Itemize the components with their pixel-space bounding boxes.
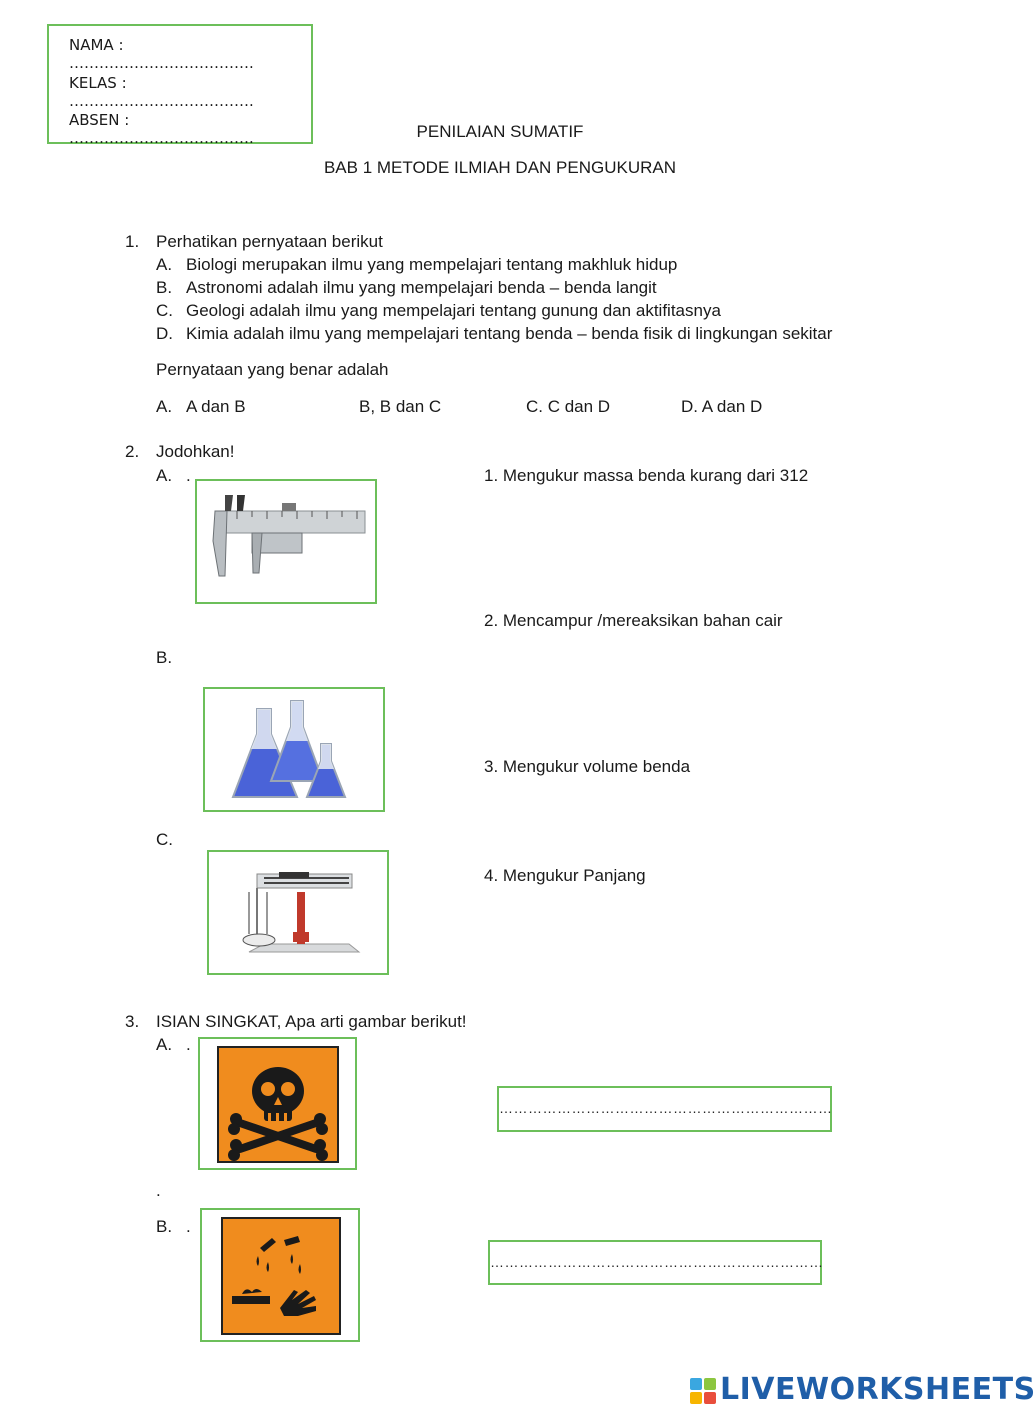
q1-statement-d: Kimia adalah ilmu yang mempelajari tentang benda – benda fisik di lingkungan sekitar [186,324,833,343]
q1-statement-letter-b: B. [156,278,173,297]
flask-icon [205,689,383,810]
nama-field[interactable]: NAMA : ………………………………. [69,36,254,72]
kelas-field[interactable]: KELAS : ………………………………. [69,74,254,110]
q1-question: Pernyataan yang benar adalah [156,360,389,379]
q2-item-a-letter: A. [156,466,173,485]
q2-item-b-letter: B. [156,648,173,667]
q3-answer-a-field[interactable]: …………………………………………………………… [497,1086,832,1132]
q3-item-a-dot: . [186,1035,191,1054]
caliper-icon [197,481,375,602]
page-subtitle: BAB 1 METODE ILMIAH DAN PENGUKURAN [323,158,677,177]
q2-prompt: Jodohkan! [156,442,235,461]
corrosive-hazard-image[interactable] [200,1208,360,1342]
q1-statement-letter-d: D. [156,324,173,343]
q2-match-2[interactable]: 2. Mencampur /mereaksikan bahan cair [484,611,783,630]
corrosive-icon [202,1210,358,1340]
q3-item-a-letter: A. [156,1035,173,1054]
q3-prompt: ISIAN SINGKAT, Apa arti gambar berikut! [156,1012,467,1031]
q1-option-a-letter[interactable]: A. [156,397,173,416]
q1-statement-letter-a: A. [156,255,173,274]
q1-statement-letter-c: C. [156,301,173,320]
q2-match-4[interactable]: 4. Mengukur Panjang [484,866,646,885]
q3-item-b-letter: B. [156,1217,173,1236]
q1-option-d[interactable]: D. A dan D [681,397,763,416]
q1-number: 1. [125,232,140,251]
flask-image[interactable] [203,687,385,812]
q1-statement-c: Geologi adalah ilmu yang mempelajari tentang gunung dan aktifitasnya [186,301,721,320]
q3-separator-dot: . [156,1181,161,1200]
toxic-hazard-image[interactable] [198,1037,357,1170]
q1-option-b[interactable]: B, B dan C [359,397,442,416]
q2-number: 2. [125,442,140,461]
q3-item-b-dot: . [186,1217,191,1236]
q2-item-a-dot: . [186,466,191,485]
q1-option-c[interactable]: C. C dan D [526,397,611,416]
q1-option-a[interactable]: A dan B [186,397,246,416]
caliper-image[interactable] [195,479,377,604]
q3-number: 3. [125,1012,140,1031]
q1-prompt: Perhatikan pernyataan berikut [156,232,383,251]
liveworksheets-logo-icon [690,1378,716,1404]
absen-field[interactable]: ABSEN : ………………………………. [69,111,254,147]
q3-answer-b-field[interactable]: …………………………………………………………… [488,1240,822,1285]
q2-match-1[interactable]: 1. Mengukur massa benda kurang dari 312 [484,466,809,485]
balance-icon [209,852,387,973]
skull-crossbones-icon [200,1039,355,1168]
q1-statement-b: Astronomi adalah ilmu yang mempelajari benda – benda langit [186,278,657,297]
q2-match-3[interactable]: 3. Mengukur volume benda [484,757,691,776]
page-title: PENILAIAN SUMATIF [416,122,584,141]
triple-beam-balance-image[interactable] [207,850,389,975]
q2-item-c-letter: C. [156,830,173,849]
liveworksheets-logo-text: LIVEWORKSHEETS [720,1372,1036,1407]
q1-statement-a: Biologi merupakan ilmu yang mempelajari tentang makhluk hidup [186,255,678,274]
